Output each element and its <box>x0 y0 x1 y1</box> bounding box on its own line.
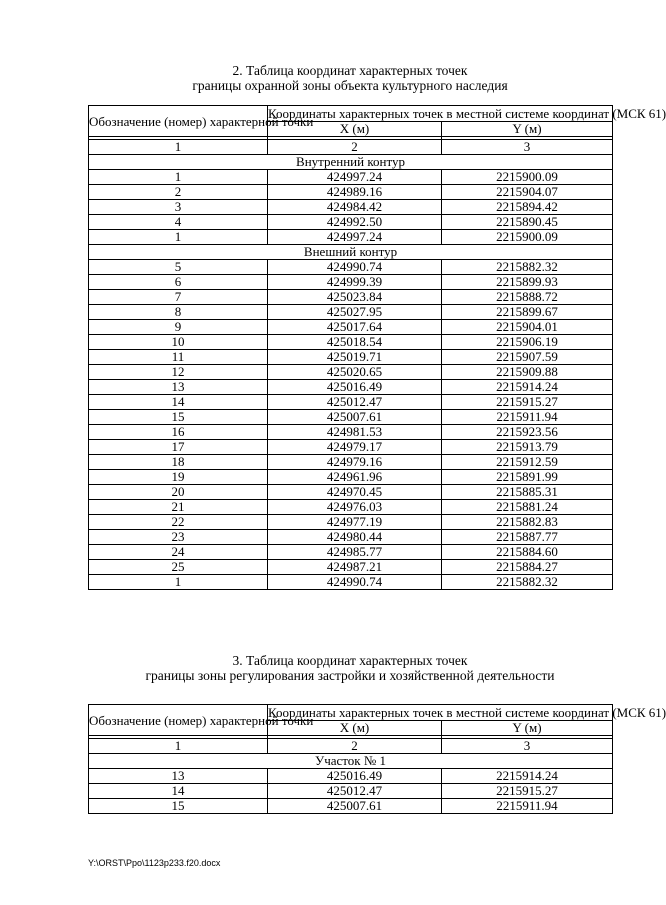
y-coordinate: 2215911.94 <box>442 799 613 814</box>
x-coordinate: 424977.19 <box>268 515 442 530</box>
x-coordinate: 424979.17 <box>268 440 442 455</box>
table-row <box>89 784 613 799</box>
point-designation-header: Обозначение (номер) характерной точки <box>89 106 268 137</box>
x-coordinate: 424997.24 <box>268 170 442 185</box>
table-3-title-line-2: границы зоны регулирования застройки и хозяйственной деятельности <box>145 668 555 683</box>
table-body <box>89 705 666 814</box>
table-row <box>89 290 613 305</box>
y-coordinate: 2215911.94 <box>442 410 613 425</box>
x-coordinate: 424992.50 <box>268 215 442 230</box>
table-3-title <box>88 653 612 683</box>
table-row <box>89 230 613 245</box>
y-coordinate: 2215884.60 <box>442 545 613 560</box>
x-column-header: X (м) <box>268 122 442 137</box>
x-coordinate: 425012.47 <box>268 395 442 410</box>
x-coordinate: 425012.47 <box>268 784 442 799</box>
y-coordinate: 2215888.72 <box>442 290 613 305</box>
y-coordinate: 2215915.27 <box>442 395 613 410</box>
x-coordinate: 425016.49 <box>268 769 442 784</box>
point-number: 16 <box>89 425 268 440</box>
table-row <box>89 440 613 455</box>
table-row <box>89 515 613 530</box>
table-row <box>89 305 613 320</box>
section-row <box>89 245 613 260</box>
x-coordinate: 425023.84 <box>268 290 442 305</box>
section-title: Внутренний контур <box>89 155 613 170</box>
header-row <box>89 106 613 122</box>
point-number: 22 <box>89 515 268 530</box>
section-title: Участок № 1 <box>89 754 613 769</box>
table-row <box>89 410 613 425</box>
table-row <box>89 799 613 814</box>
y-coordinate: 2215907.59 <box>442 350 613 365</box>
y-coordinate: 2215912.59 <box>442 455 613 470</box>
section-title: Внешний контур <box>89 245 613 260</box>
point-number: 1 <box>89 170 268 185</box>
table-row <box>89 170 613 185</box>
y-coordinate: 2215914.24 <box>442 769 613 784</box>
column-number: 3 <box>442 739 613 754</box>
column-numbers-row <box>89 140 613 155</box>
table-row <box>89 425 613 440</box>
y-coordinate: 2215884.27 <box>442 560 613 575</box>
section-row <box>89 155 613 170</box>
y-coordinate: 2215882.83 <box>442 515 613 530</box>
x-coordinate: 424981.53 <box>268 425 442 440</box>
point-number: 18 <box>89 455 268 470</box>
x-coordinate: 424985.77 <box>268 545 442 560</box>
y-coordinate: 2215904.07 <box>442 185 613 200</box>
point-number: 9 <box>89 320 268 335</box>
x-coordinate: 424987.21 <box>268 560 442 575</box>
y-coordinate: 2215887.77 <box>442 530 613 545</box>
point-number: 24 <box>89 545 268 560</box>
table-row <box>89 530 613 545</box>
table-row <box>89 769 613 784</box>
x-coordinate: 425027.95 <box>268 305 442 320</box>
x-coordinate: 424999.39 <box>268 275 442 290</box>
y-coordinate: 2215904.01 <box>442 320 613 335</box>
point-number: 11 <box>89 350 268 365</box>
table-2-title-line-2: границы охранной зоны объекта культурного наследия <box>192 78 508 93</box>
point-number: 20 <box>89 485 268 500</box>
x-coordinate: 425019.71 <box>268 350 442 365</box>
x-coordinate: 425007.61 <box>268 799 442 814</box>
point-number: 23 <box>89 530 268 545</box>
y-coordinate: 2215913.79 <box>442 440 613 455</box>
x-coordinate: 424980.44 <box>268 530 442 545</box>
point-number: 2 <box>89 185 268 200</box>
table-row <box>89 545 613 560</box>
y-coordinate: 2215915.27 <box>442 784 613 799</box>
table-2-title <box>88 63 612 93</box>
table-row <box>89 500 613 515</box>
y-coordinate: 2215906.19 <box>442 335 613 350</box>
column-number: 2 <box>268 140 442 155</box>
point-number: 1 <box>89 230 268 245</box>
x-coordinate: 424984.42 <box>268 200 442 215</box>
x-coordinate: 424979.16 <box>268 455 442 470</box>
y-coordinate: 2215900.09 <box>442 230 613 245</box>
table-row <box>89 365 613 380</box>
y-coordinate: 2215923.56 <box>442 425 613 440</box>
y-coordinate: 2215882.32 <box>442 260 613 275</box>
point-number: 7 <box>89 290 268 305</box>
table-row <box>89 260 613 275</box>
point-number: 21 <box>89 500 268 515</box>
column-number: 3 <box>442 140 613 155</box>
column-numbers-row <box>89 739 613 754</box>
point-number: 4 <box>89 215 268 230</box>
x-coordinate: 424970.45 <box>268 485 442 500</box>
point-number: 3 <box>89 200 268 215</box>
coordinates-header: Координаты характерных точек в местной системе координат (МСК 61) <box>268 705 666 720</box>
table-row <box>89 455 613 470</box>
table-row <box>89 320 613 335</box>
regulation-zone-coordinates-table <box>88 704 666 814</box>
point-number: 17 <box>89 440 268 455</box>
point-number: 14 <box>89 784 268 799</box>
point-number: 14 <box>89 395 268 410</box>
point-number: 12 <box>89 365 268 380</box>
point-number: 1 <box>89 575 268 590</box>
y-coordinate: 2215882.32 <box>442 575 613 590</box>
table-row <box>89 380 613 395</box>
x-coordinate: 424990.74 <box>268 575 442 590</box>
point-number: 13 <box>89 380 268 395</box>
x-coordinate: 424990.74 <box>268 260 442 275</box>
section-row <box>89 754 613 769</box>
y-coordinate: 2215909.88 <box>442 365 613 380</box>
point-number: 8 <box>89 305 268 320</box>
point-number: 5 <box>89 260 268 275</box>
y-column-header: Y (м) <box>442 721 613 736</box>
x-coordinate: 425020.65 <box>268 365 442 380</box>
y-coordinate: 2215914.24 <box>442 380 613 395</box>
x-coordinate: 425016.49 <box>268 380 442 395</box>
table-row <box>89 560 613 575</box>
table-row <box>89 350 613 365</box>
x-coordinate: 425007.61 <box>268 410 442 425</box>
y-column-header: Y (м) <box>442 122 613 137</box>
x-coordinate: 425017.64 <box>268 320 442 335</box>
x-coordinate: 425018.54 <box>268 335 442 350</box>
y-coordinate: 2215894.42 <box>442 200 613 215</box>
table-row <box>89 335 613 350</box>
protection-zone-coordinates-table <box>88 105 666 590</box>
table-row <box>89 200 613 215</box>
y-coordinate: 2215881.24 <box>442 500 613 515</box>
table-row <box>89 185 613 200</box>
document-file-path: Y:\ORST\Ppo\1123p233.f20.docx <box>88 858 221 868</box>
point-number: 15 <box>89 799 268 814</box>
y-coordinate: 2215899.93 <box>442 275 613 290</box>
table-2-title-line-1: 2. Таблица координат характерных точек <box>232 63 468 78</box>
point-number: 6 <box>89 275 268 290</box>
y-coordinate: 2215899.67 <box>442 305 613 320</box>
point-designation-header: Обозначение (номер) характерной точки <box>89 705 268 736</box>
x-coordinate: 424989.16 <box>268 185 442 200</box>
table-row <box>89 470 613 485</box>
x-coordinate: 424961.96 <box>268 470 442 485</box>
coordinates-header: Координаты характерных точек в местной системе координат (МСК 61) <box>268 106 666 121</box>
y-coordinate: 2215890.45 <box>442 215 613 230</box>
y-coordinate: 2215885.31 <box>442 485 613 500</box>
point-number: 15 <box>89 410 268 425</box>
x-coordinate: 424976.03 <box>268 500 442 515</box>
table-3-title-line-1: 3. Таблица координат характерных точек <box>232 653 468 668</box>
column-number: 2 <box>268 739 442 754</box>
table-row <box>89 215 613 230</box>
table-row <box>89 575 613 590</box>
x-column-header: X (м) <box>268 721 442 736</box>
point-number: 13 <box>89 769 268 784</box>
column-number: 1 <box>89 140 268 155</box>
column-number: 1 <box>89 739 268 754</box>
table-row <box>89 395 613 410</box>
table-body <box>89 106 666 590</box>
header-row <box>89 705 613 721</box>
table-row <box>89 485 613 500</box>
point-number: 25 <box>89 560 268 575</box>
y-coordinate: 2215891.99 <box>442 470 613 485</box>
x-coordinate: 424997.24 <box>268 230 442 245</box>
table-row <box>89 275 613 290</box>
point-number: 10 <box>89 335 268 350</box>
y-coordinate: 2215900.09 <box>442 170 613 185</box>
point-number: 19 <box>89 470 268 485</box>
